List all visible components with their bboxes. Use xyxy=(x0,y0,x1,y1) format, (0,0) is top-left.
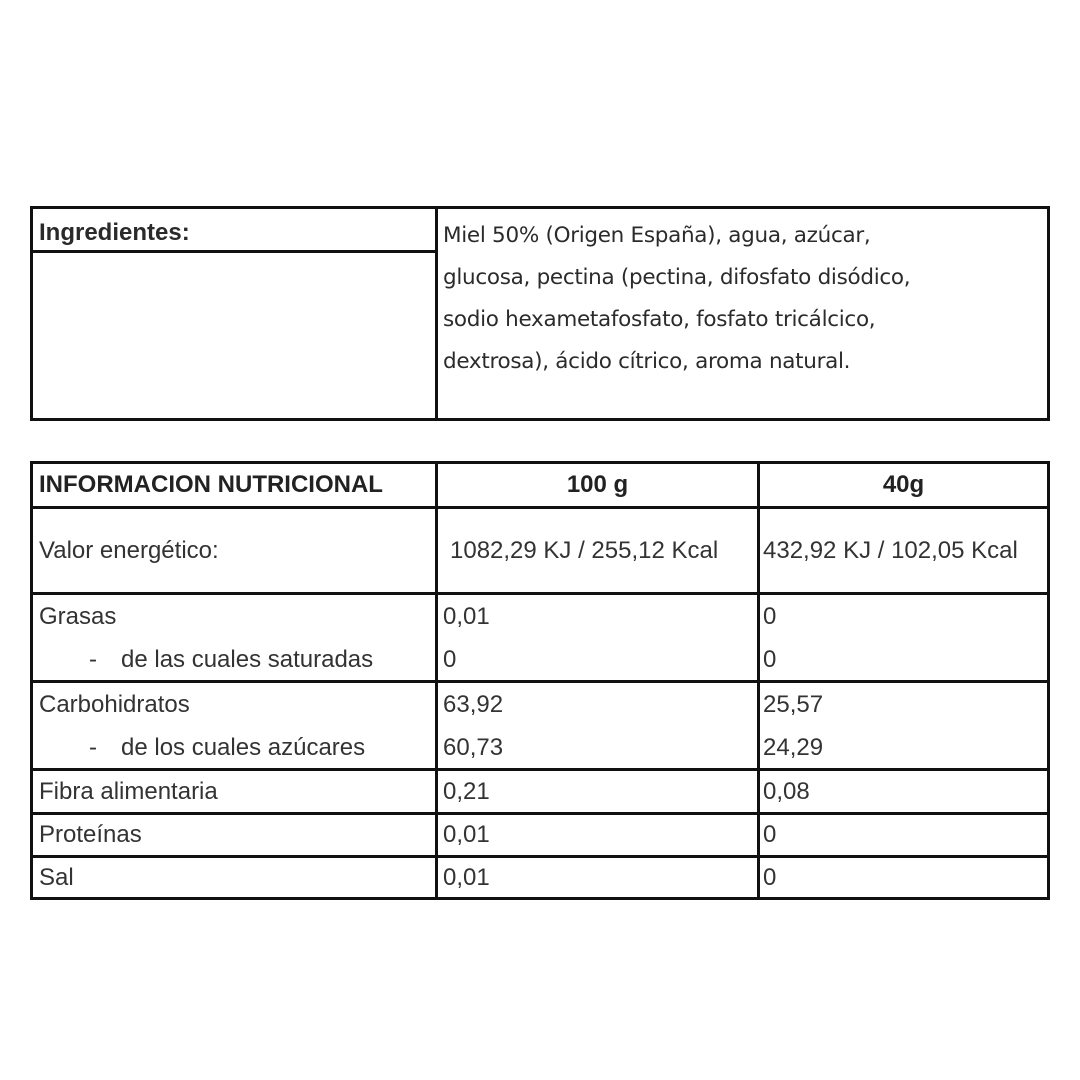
table-row-energy xyxy=(33,509,1047,595)
table-group-carbs xyxy=(33,683,1047,771)
value-100g: 0,01 xyxy=(438,858,760,897)
value-100g: 1082,29 KJ / 255,12 Kcal xyxy=(438,509,760,592)
value-40g: 0 xyxy=(763,645,777,673)
value-100g: 63,92 xyxy=(443,691,504,718)
ingredients-label: Ingredientes: xyxy=(33,209,435,253)
value-100g: 0,01 xyxy=(443,603,490,630)
ingredients-line: Miel 50% (Origen España), agua, azúcar, xyxy=(443,223,871,248)
value-40g: 0,08 xyxy=(763,777,810,805)
column-header-100g: 100 g xyxy=(438,464,760,506)
value-100g: 0,01 xyxy=(438,815,760,855)
row-label: Fibra alimentaria xyxy=(33,771,438,812)
row-label: Valor energético: xyxy=(33,509,438,592)
ingredients-text xyxy=(438,209,1047,418)
table-group-fats xyxy=(33,595,1047,683)
carbs-100g-cells xyxy=(438,683,760,768)
value-40g: 0 xyxy=(763,603,777,630)
row-label: Sal xyxy=(33,858,438,897)
value-100g: 60,73 xyxy=(443,733,504,761)
carbs-label-cell xyxy=(33,683,438,768)
row-label: de las cuales saturadas xyxy=(121,645,374,673)
ingredients-line: dextrosa), ácido cítrico, aroma natural. xyxy=(443,349,851,374)
dash: - xyxy=(89,645,97,673)
dash: - xyxy=(89,733,97,761)
carbs-40g-cells xyxy=(760,683,1047,768)
value-40g: 24,29 xyxy=(763,733,824,761)
fats-100g-cells xyxy=(438,595,760,680)
row-label: Carbohidratos xyxy=(39,691,190,718)
fats-label-cell xyxy=(33,595,438,680)
nutrition-header-row xyxy=(33,464,1047,509)
ingredients-table xyxy=(30,206,1050,421)
table-row-fiber xyxy=(33,771,1047,815)
ingredients-line: sodio hexametafosfato, fosfato tricálcico, xyxy=(443,307,876,332)
row-label: Grasas xyxy=(39,603,117,630)
nutrition-table xyxy=(30,461,1050,900)
value-100g: 0 xyxy=(443,645,457,673)
ingredients-label-cell xyxy=(33,209,438,418)
value-40g: 0 xyxy=(763,863,777,891)
sub-row-label xyxy=(33,727,435,768)
sub-row-label xyxy=(33,639,435,680)
column-header-40g: 40g xyxy=(882,471,925,498)
value-100g: 0,21 xyxy=(438,771,760,812)
row-label: Proteínas xyxy=(33,815,438,855)
value-40g: 0 xyxy=(763,821,777,848)
ingredients-line: glucosa, pectina (pectina, difosfato disódico, xyxy=(443,265,911,290)
row-label: de los cuales azúcares xyxy=(121,733,366,761)
value-40g: 25,57 xyxy=(763,691,824,718)
table-row-protein xyxy=(33,815,1047,858)
table-row-salt xyxy=(33,858,1047,897)
nutrition-title: INFORMACION NUTRICIONAL xyxy=(33,464,438,506)
value-40g: 432,92 KJ / 102,05 Kcal xyxy=(763,536,1018,564)
fats-40g-cells xyxy=(760,595,1047,680)
